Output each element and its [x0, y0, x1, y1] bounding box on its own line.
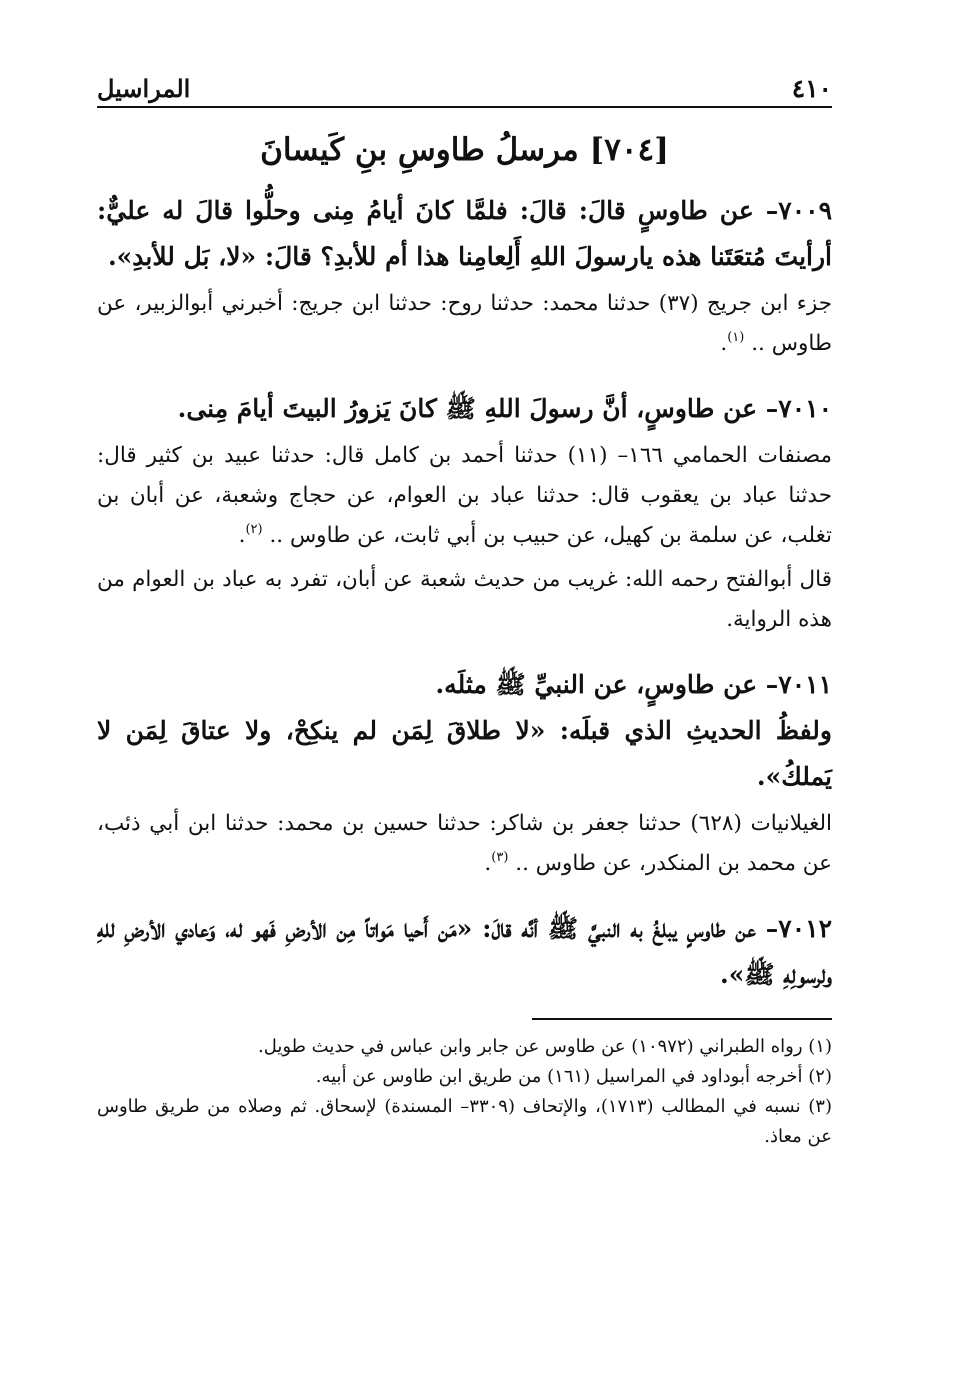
hadith-7010-text: ٧٠١٠– عن طاوسٍ، أنَّ رسولَ اللهِ ﷺ كانَ يَزورُ البيتَ أيامَ مِنى.	[177, 394, 832, 423]
footnote-ref-1[interactable]: (١)	[727, 330, 745, 345]
chapter-title: [٧٠٤] مرسلُ طاوسِ بنِ كَيسانَ	[260, 132, 669, 168]
footnote-3: (٣) نسبه في المطالب (١٧١٣)، والإتحاف (٣٣٠٩– المسندة) لإسحاق. ثم وصلاه من طريق طاوس عن معاذ.	[97, 1096, 832, 1147]
footnote-2: (٢) أخرجه أبوداود في المراسيل (١٦١) من طريق ابن طاوس عن أبيه.	[315, 1066, 832, 1087]
page-number: ٤١٠	[791, 74, 832, 103]
hadith-7012-text: ٧٠١٢– عن طاوسٍ يبلغُ به النبيَّ ﷺ أنَّه قالَ: «مَن أَحيا مَواتاً مِن الأرضِ فَهو له، وَعادي الأرضِ للهِ ولرسولِهِ ﷺ».	[97, 914, 832, 989]
hadith-7010-comment: قال أبوالفتح رحمه الله: غريب من حديث شعبة عن أبان، تفرد به عباد بن العوام من هذه الرواية.	[97, 567, 832, 632]
footnote-ref-3[interactable]: (٣)	[491, 850, 509, 865]
footnote-ref-2[interactable]: (٢)	[245, 522, 263, 537]
book-title: المراسيل	[97, 74, 191, 103]
hadith-7011-text: ٧٠١١– عن طاوسٍ، عن النبيِّ ﷺ مثلَه.	[435, 670, 832, 699]
footnote-separator	[532, 1018, 832, 1020]
source-text: جزء ابن جريج (٣٧) حدثنا محمد: حدثنا روح: حدثنا ابن جريج: أخبرني أبوالزبير، عن طاوس ..	[97, 291, 832, 356]
footnote-1: (١) رواه الطبراني (١٠٩٧٢) عن طاوس عن جابر وابن عباس في حديث طويل.	[257, 1036, 832, 1057]
hadith-7009-source: جزء ابن جريج (٣٧) حدثنا محمد: حدثنا روح: حدثنا ابن جريج: أخبرني أبوالزبير، عن طاوس .. $^{(١)}$.	[97, 291, 832, 356]
book-page	[97, 60, 832, 1350]
spacer	[97, 640, 832, 662]
source-text: الغيلانيات (٦٢٨) حدثنا جعفر بن شاكر: حدثنا حسين بن محمد: حدثنا ابن أبي ذئب، عن محمد بن المنكدر، عن طاوس ..	[97, 811, 832, 876]
hadith-7011-source: الغيلانيات (٦٢٨) حدثنا جعفر بن شاكر: حدثنا حسين بن محمد: حدثنا ابن أبي ذئب، عن محمد بن المنكدر، عن طاوس .. $^{(٣)}$.	[97, 811, 832, 876]
hadith-7009-text: ٧٠٠٩– عن طاوسٍ قالَ: قالَ: فلمَّا كانَ أيامُ مِنى وحلُّوا قالَ له عليٌّ: أرأيتَ مُتعَتَنا هذه يارسولَ اللهِ أَلِعامِنا هذا أم للأبدِ؟ قالَ: «لا، بَل للأبدِ».	[97, 196, 832, 271]
hadith-7011-wording: ولفظُ الحديثِ الذي قبلَه: «لا طلاقَ لِمَن لم ينكِحْ، ولا عتاقَ لِمَن لا يَملكُ».	[97, 716, 832, 791]
hadith-7010-source: مصنفات الحمامي ١٦٦– (١١) حدثنا أحمد بن كامل قال: حدثنا عبيد بن كثير قال: حدثنا عباد بن يعقوب قال: حدثنا عباد بن العوام، عن حجاج وشعبة، عن أبان بن تغلب، عن سلمة بن كهيل، عن حبيب بن أبي ثابت، عن طاوس .. $^{(٢)}$.	[97, 443, 832, 548]
spacer	[97, 884, 832, 906]
footnotes	[97, 1032, 832, 1152]
running-header	[97, 60, 832, 108]
source-text: مصنفات الحمامي ١٦٦– (١١) حدثنا أحمد بن كامل قال: حدثنا عبيد بن كثير قال: حدثنا عباد بن يعقوب قال: حدثنا عباد بن العوام، عن حجاج وشعبة، عن أبان بن تغلب، عن سلمة بن كهيل، عن حبيب بن أبي ثابت، عن طاوس ..	[97, 443, 832, 548]
spacer	[97, 364, 832, 386]
